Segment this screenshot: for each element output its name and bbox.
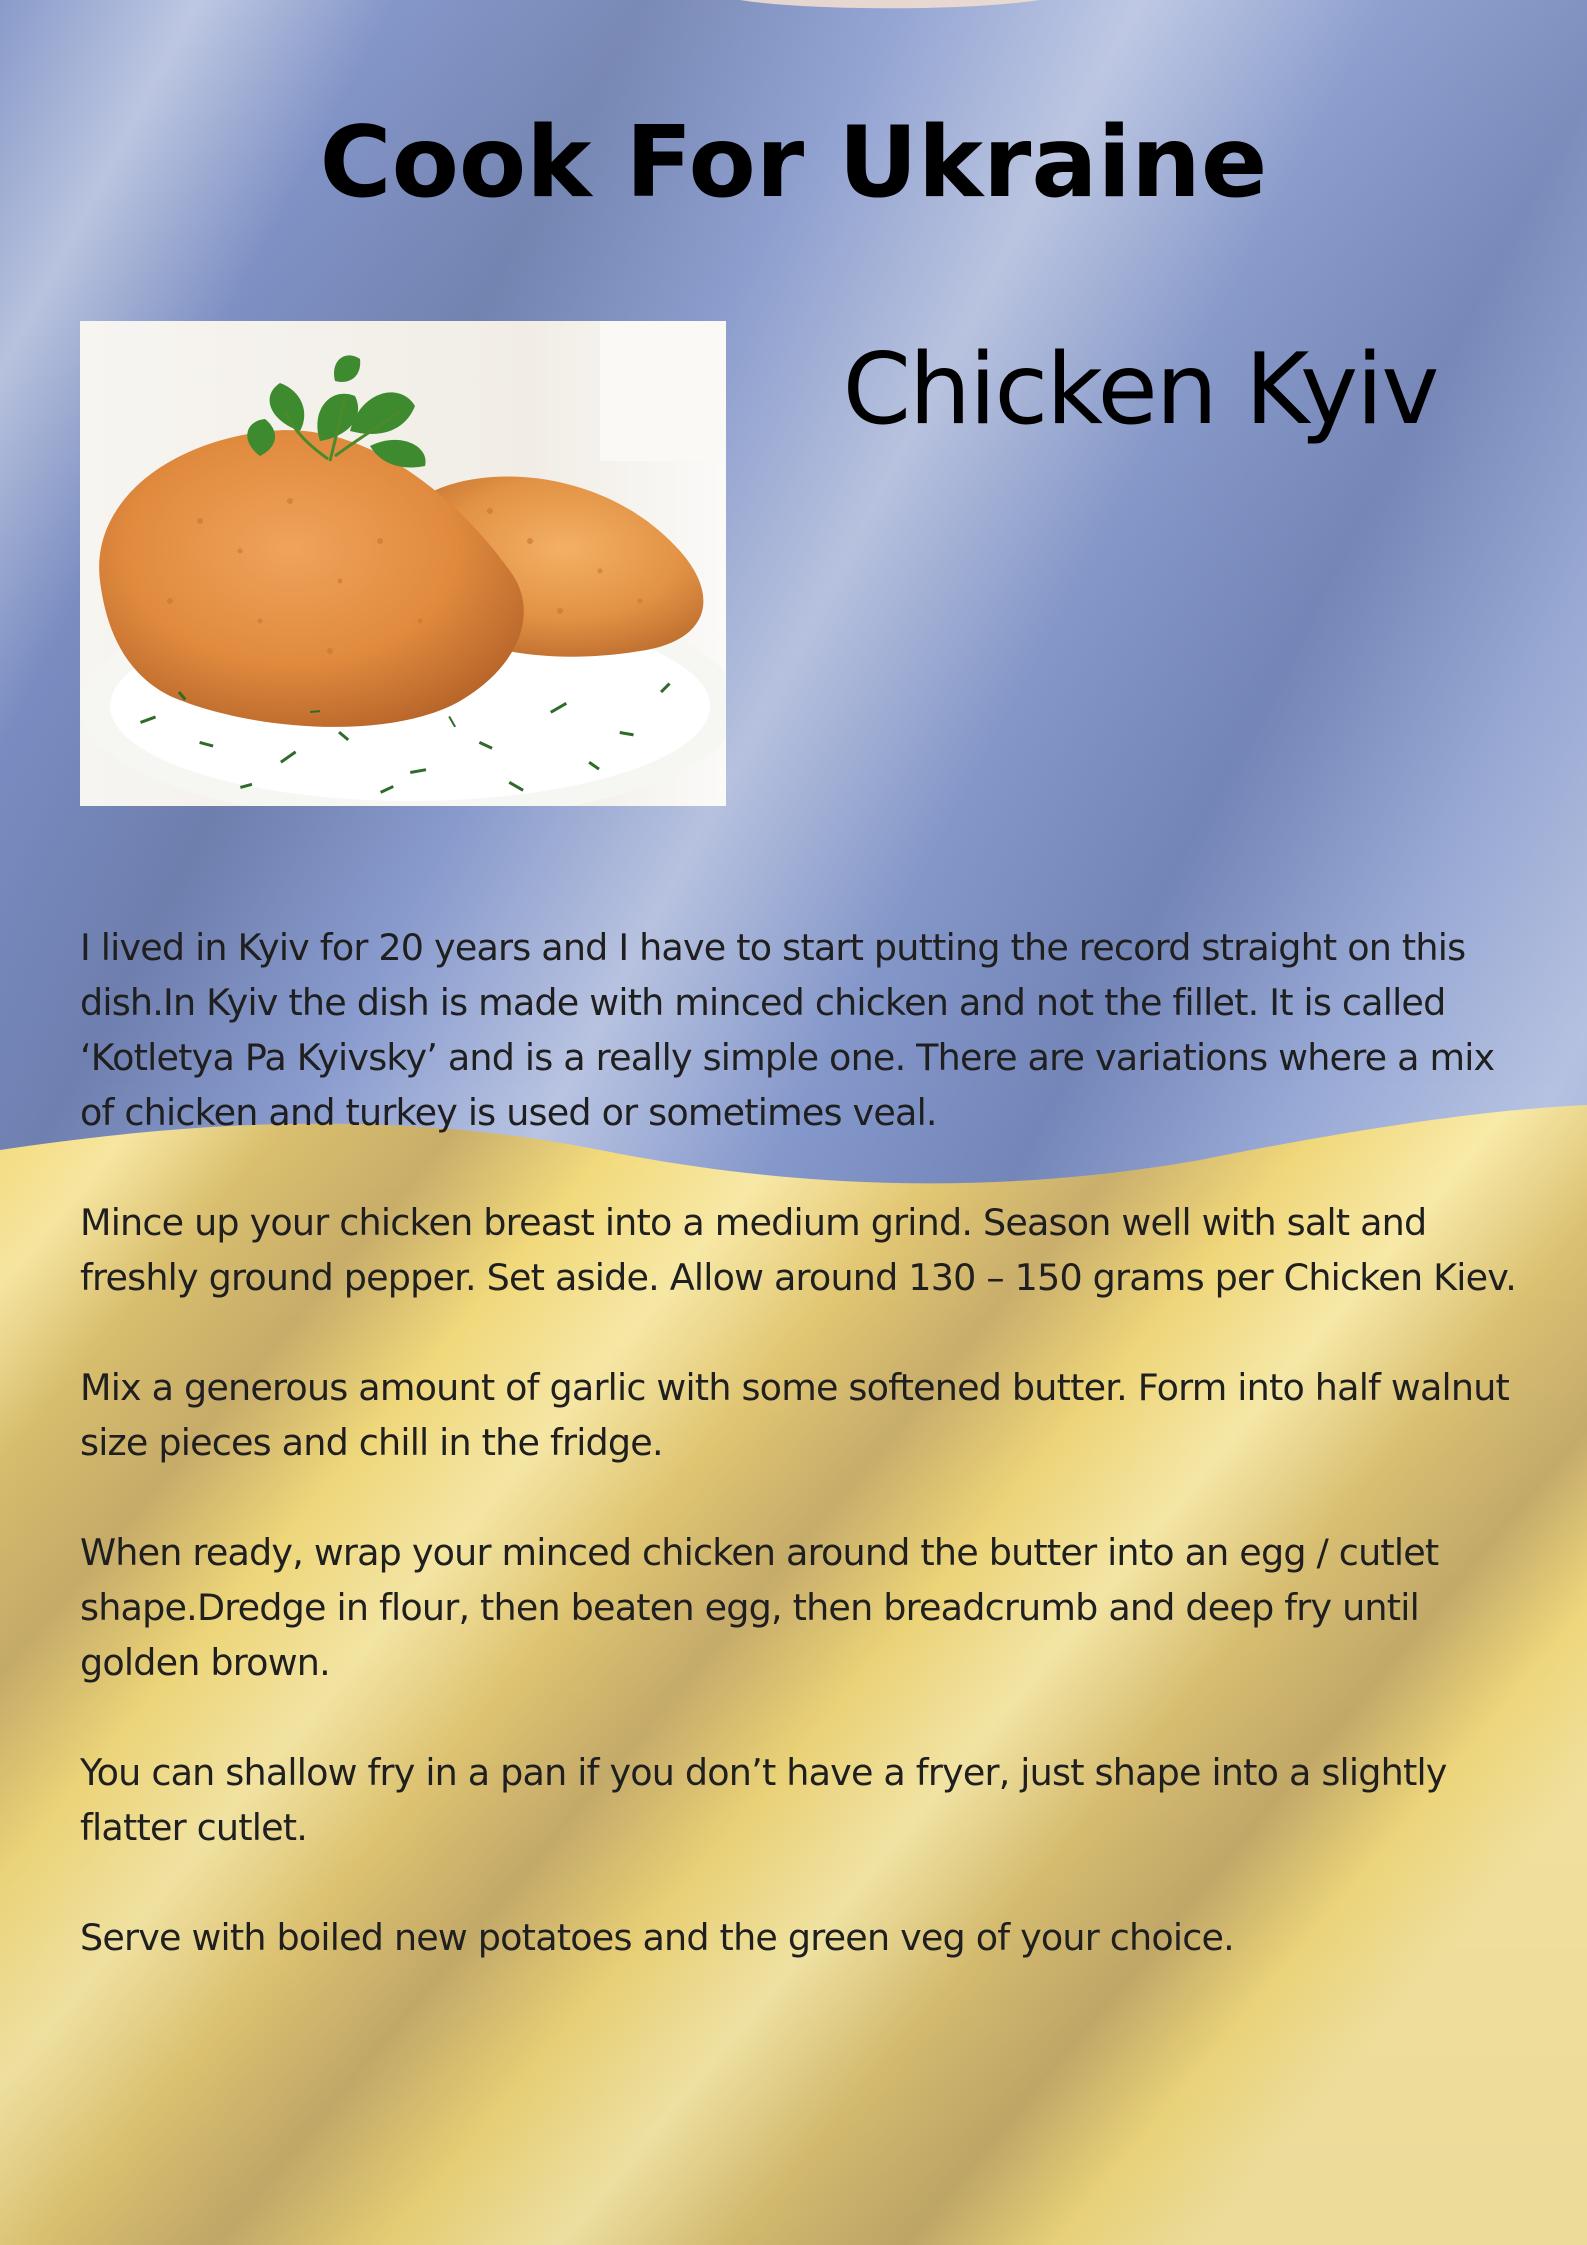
chicken-kyiv-photo	[80, 321, 726, 806]
tip-paragraph: You can shallow fry in a pan if you don’t have a fryer, just shape into a slightly flatter cutlet.	[80, 1751, 1447, 1849]
step-wrap-paragraph: When ready, wrap your minced chicken around the butter into an egg / cutlet shape.Dredge in flour, then beaten egg, then breadcrumb and deep fry until golden brown.	[80, 1531, 1439, 1684]
dish-name: Chicken Kyiv	[842, 333, 1438, 447]
serve-paragraph: Serve with boiled new potatoes and the green veg of your choice.	[80, 1916, 1234, 1959]
step-mince-paragraph: Mince up your chicken breast into a medium grind. Season well with salt and freshly ground pepper. Set aside. Allow around 130 – 150 grams per Chicken Kiev.	[80, 1201, 1516, 1299]
intro-paragraph: I lived in Kyiv for 20 years and I have to start putting the record straight on this dish.In Kyiv the dish is made with minced chicken and not the fillet. It is called ‘Kotletya Pa Kyivsky’ and is a really simple one. There are variations where a mix of chicken and turkey is used or sometimes veal.	[80, 926, 1495, 1134]
page-title: Cook For Ukraine	[319, 106, 1268, 220]
recipe-body	[80, 920, 1520, 2020]
step-butter-paragraph: Mix a generous amount of garlic with some softened butter. Form into half walnut size pieces and chill in the fridge.	[80, 1366, 1510, 1464]
